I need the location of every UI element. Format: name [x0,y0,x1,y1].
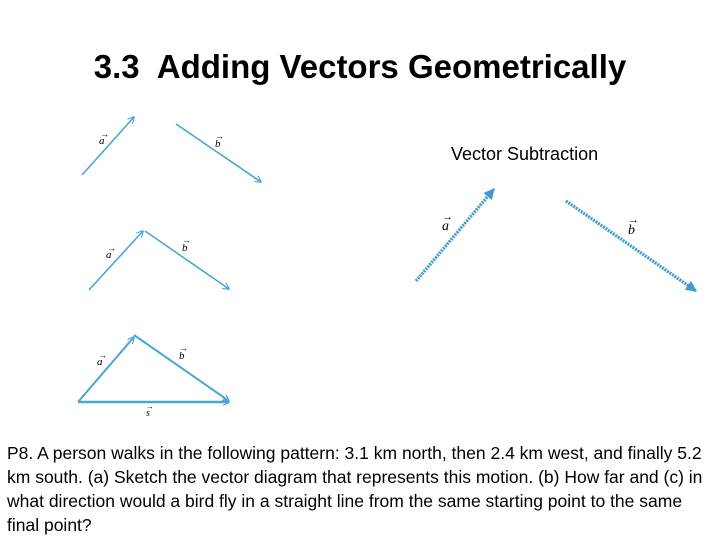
vector-a-label: a [442,219,449,234]
vector-a-overarrow-icon: → [107,243,116,253]
vector-subtraction-heading: Vector Subtraction [451,144,599,164]
vector-b-label: b [179,350,185,362]
vector-a-overarrow-icon: → [98,350,107,360]
vector-a-label: a [99,135,105,147]
vectors-a-b-separate [82,117,261,182]
vector-s-label: s [146,408,150,419]
slide-title: 3.3 Adding Vectors Geometrically [93,48,627,85]
vector-subtraction-diagram [416,189,696,291]
vector-a-arrow [89,231,143,290]
vectors-resultant-triangle [78,335,229,419]
vector-a-label: a [106,249,112,261]
vector-b-label: b [182,242,188,254]
vector-a-label: a [97,356,103,368]
vector-s-overarrow-icon: → [146,402,154,411]
vector-b-overarrow-icon: → [215,131,224,141]
vector-b-overarrow-icon: → [179,343,188,353]
vector-b-label: b [215,138,221,150]
vector-a-overarrow-icon: → [442,211,453,223]
vector-a-arrow [78,337,134,402]
vector-b-label: b [628,223,635,238]
vector-a-arrow [416,189,494,281]
problem-text: P8. A person walks in the following pattern: 3.1 km north, then 2.4 km west, and finally 5.2 km south. (a) Sketch the vector diagram that represents this motion. (b) How far and (c) in what direction would a bird fly in a straight line from the same starting point to the same final point? [7,443,703,535]
vectors-head-to-tail [89,231,229,290]
vector-b-overarrow-icon: → [182,235,191,245]
vector-a-arrow [82,117,134,175]
vector-b-overarrow-icon: → [628,214,639,226]
vector-a-overarrow-icon: → [100,129,109,139]
